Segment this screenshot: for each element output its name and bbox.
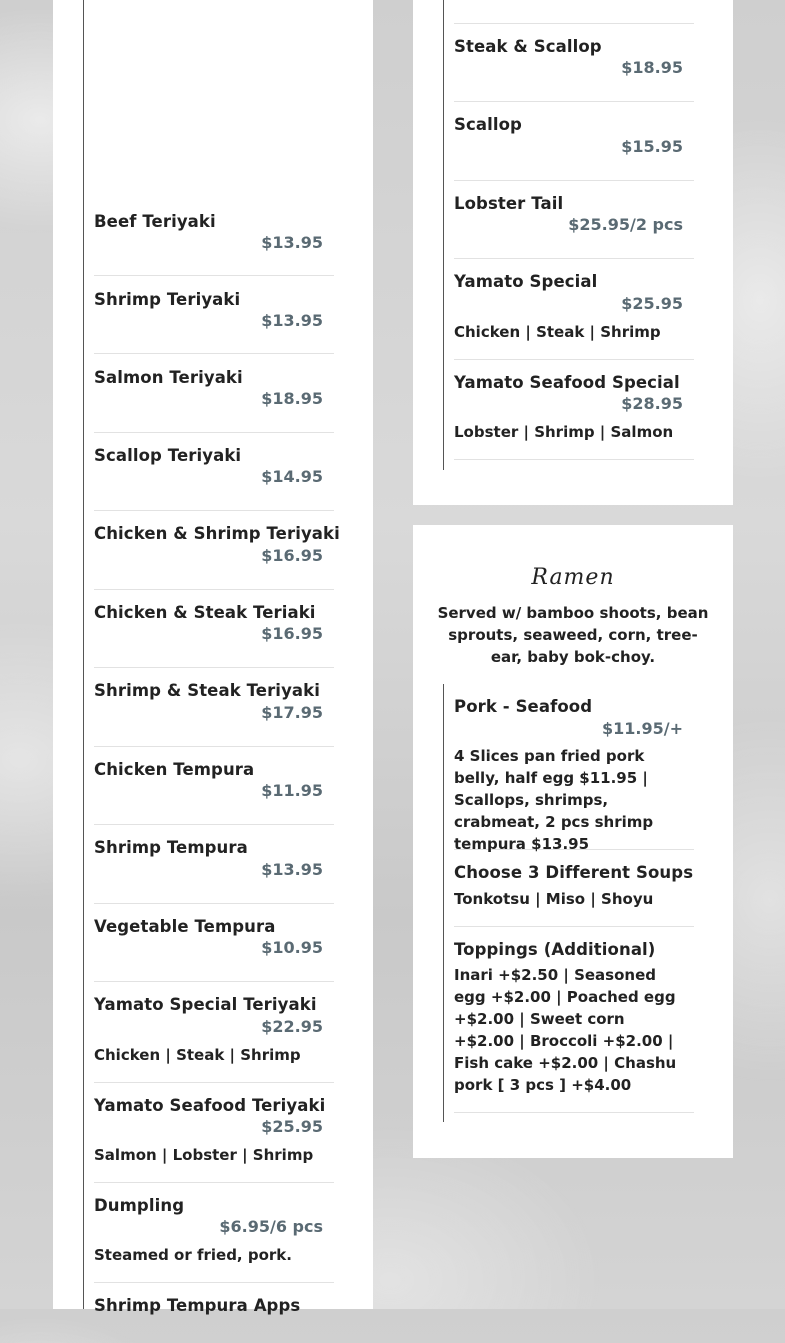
item-name: Vegetable Tempura <box>94 917 276 936</box>
item-name: Shrimp Tempura <box>94 838 248 857</box>
item-price: $13.95 <box>261 233 323 252</box>
menu-item-salmon-teriyaki <box>94 354 334 433</box>
menu-list <box>443 0 694 470</box>
item-price: $10.95 <box>261 938 323 957</box>
item-name: Scallop <box>454 115 522 134</box>
menu-item-shrimp-tempura <box>94 825 334 904</box>
item-price: $28.95 <box>621 394 683 413</box>
item-name: Shrimp Tempura Apps <box>94 1296 301 1315</box>
item-price: $14.95 <box>261 467 323 486</box>
item-price: $17.95 <box>261 703 323 722</box>
item-description: Tonkotsu | Miso | Shoyu <box>454 890 654 908</box>
menu-item-steak-scallop <box>454 24 694 102</box>
menu-item-pork-seafood <box>454 684 694 853</box>
item-price: $13.95 <box>261 860 323 879</box>
item-name: Yamato Seafood Special <box>454 373 680 392</box>
item-price: $13.95 <box>261 311 323 330</box>
teriyaki-menu-card <box>53 0 373 1315</box>
item-description: Chicken | Steak | Shrimp <box>94 1046 301 1064</box>
item-price: $25.95 <box>261 1117 323 1136</box>
item-name: Pork - Seafood <box>454 697 593 716</box>
item-description: Inari +$2.50 | Seasoned egg +$2.00 | Poached egg +$2.00 | Sweet corn +$2.00 | Broccoli +$2.00 | Fish cake +$2.00 | Chashu pork [ 3 pcs ] +$4.00 <box>454 966 677 1094</box>
item-description: Chicken | Steak | Shrimp <box>454 323 661 341</box>
item-name: Yamato Special <box>454 272 598 291</box>
item-price: $16.95 <box>261 624 323 643</box>
item-price: $6.95/6 pcs <box>219 1217 323 1236</box>
item-name: Steak & Scallop <box>454 37 602 56</box>
menu-list <box>443 684 694 1122</box>
menu-item-chicken-tempura <box>94 747 334 825</box>
section-subtitle: Served w/ bamboo shoots, bean sprouts, seaweed, corn, tree-ear, baby bok-choy. <box>437 604 709 666</box>
item-price: $18.95 <box>621 58 683 77</box>
item-name: Toppings (Additional) <box>454 940 656 959</box>
specials-menu-card <box>413 0 733 505</box>
section-title: Ramen <box>531 565 615 590</box>
item-price: $18.95 <box>261 389 323 408</box>
menu-item-yamato-seafood-teriyaki <box>94 1083 334 1183</box>
item-price: $15.95 <box>621 137 683 156</box>
item-price: $22.95 <box>261 1017 323 1036</box>
menu-item-chicken-shrimp-teriyaki <box>94 511 340 590</box>
menu-item-vegetable-tempura <box>94 904 334 982</box>
item-name: Choose 3 Different Soups <box>454 863 694 882</box>
item-name: Scallop Teriyaki <box>94 446 242 465</box>
item-name: Yamato Special Teriyaki <box>94 995 317 1014</box>
item-description: 4 Slices pan fried pork belly, half egg $11.95 | Scallops, shrimps, crabmeat, 2 pcs shrimp tempura $13.95 <box>454 747 654 853</box>
menu-item-yamato-special <box>454 259 694 360</box>
item-name: Chicken Tempura <box>94 760 255 779</box>
item-name: Yamato Seafood Teriyaki <box>94 1096 326 1115</box>
menu-item-lobster-tail <box>454 181 694 259</box>
item-name: Beef Teriyaki <box>94 212 216 231</box>
menu-item-scallop <box>454 102 694 181</box>
item-price: $16.95 <box>261 546 323 565</box>
item-description: Lobster | Shrimp | Salmon <box>454 423 674 441</box>
item-name: Shrimp & Steak Teriyaki <box>94 681 320 700</box>
menu-item-yamato-special-teriyaki <box>94 982 334 1083</box>
item-name: Chicken & Shrimp Teriyaki <box>94 524 340 543</box>
item-name: Salmon Teriyaki <box>94 368 243 387</box>
item-description: Steamed or fried, pork. <box>94 1246 292 1264</box>
menu-item-previous <box>454 0 694 24</box>
item-price: $11.95 <box>261 781 323 800</box>
menu-item-chicken-steak-teriaki <box>94 590 334 668</box>
item-price: $25.95/2 pcs <box>568 215 683 234</box>
item-price: $11.95/+ <box>602 719 683 738</box>
menu-item-yamato-seafood-special <box>454 360 694 460</box>
ramen-menu-card <box>413 525 733 1158</box>
menu-item-shrimp-tempura-apps <box>94 1283 334 1343</box>
menu-item-shrimp-teriyaki <box>94 276 334 354</box>
menu-item-shrimp-steak-teriyaki <box>94 668 334 747</box>
menu-item-choose-soups <box>454 850 694 927</box>
item-description: Salmon | Lobster | Shrimp <box>94 1146 314 1164</box>
menu-list <box>83 0 340 1315</box>
item-name: Lobster Tail <box>454 194 564 213</box>
item-price: $25.95 <box>621 294 683 313</box>
item-name: Shrimp Teriyaki <box>94 290 241 309</box>
item-name: Dumpling <box>94 1196 185 1215</box>
item-name: Chicken & Steak Teriaki <box>94 603 316 622</box>
menu-item-scallop-teriyaki <box>94 433 334 511</box>
menu-item-beef-teriyaki <box>94 200 334 276</box>
menu-item-toppings <box>454 927 694 1113</box>
menu-item-dumpling <box>94 1183 334 1283</box>
